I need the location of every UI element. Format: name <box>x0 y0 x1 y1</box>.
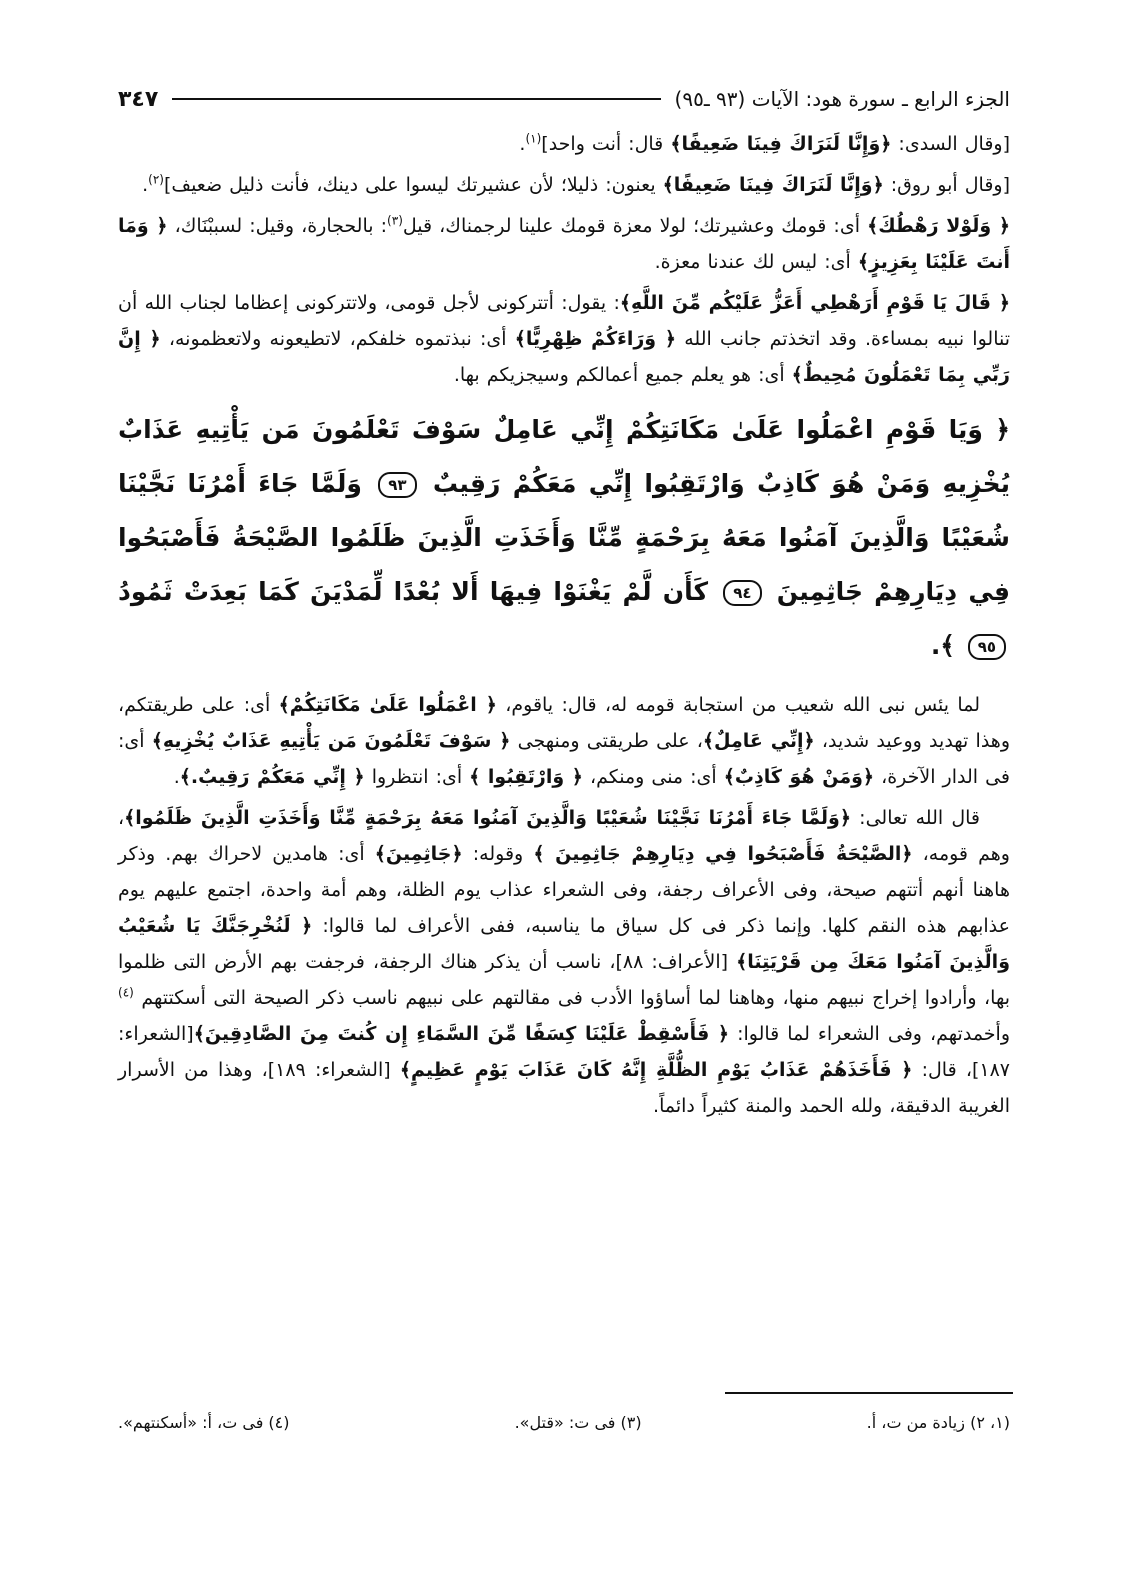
text-run: أى: على طريقتكم، وهذا تهديد ووعيد شديد، <box>118 694 1011 752</box>
paragraph-suddi <box>118 126 1010 162</box>
paragraph-arahti <box>118 285 1010 393</box>
verse-text-93: ﴿ وَيَا قَوْمِ اعْمَلُوا عَلَىٰ مَكَانَتِكُمْ إِنِّي عَامِلٌ سَوْفَ تَعْلَمُونَ مَن يَأْتِيهِ عَذَابٌ يُخْزِيهِ وَمَنْ هُوَ كَاذِبٌ وَارْتَقِبُوا إِنِّي مَعَكُمْ رَقِيبٌ <box>118 415 1010 498</box>
quran-quote: ﴿ اعْمَلُوا عَلَىٰ مَكَانَتِكُمْ﴾ <box>278 694 497 716</box>
paragraph-rahtuka <box>118 208 1010 280</box>
text-run: [وقال السدى: <box>891 133 1010 155</box>
text-run: . <box>519 133 526 155</box>
header-title: الجزء الرابع ـ سورة هود: الآيات (٩٣ ـ٩٥) <box>674 87 1010 111</box>
quran-quote: ﴿ فَأَسْقِطْ عَلَيْنَا كِسَفًا مِّنَ السَّمَاءِ إِن كُنتَ مِنَ الصَّادِقِينَ﴾ <box>193 1023 730 1045</box>
footnote-3: (٣) فى ت: «قتل». <box>514 1413 642 1432</box>
footnote-ref: (١) <box>525 131 542 146</box>
text-run: . <box>173 766 180 788</box>
quran-quote: ﴿ إِنِّي مَعَكُمْ رَقِيبٌ.﴾ <box>179 766 365 788</box>
paragraph-commentary-2 <box>118 800 1010 1124</box>
text-run: [الشعراء: ١٨٩]، وهذا من الأسرار الغريبة الدقيقة، ولله الحمد والمنة كثيراً دائماً. <box>118 1059 1010 1117</box>
quran-quote: ﴿وَإِنَّا لَنَرَاكَ فِينَا ضَعِيفًا﴾ <box>662 174 884 196</box>
ayah-number-93: ٩٣ <box>378 472 416 498</box>
quran-verse-block <box>118 403 1010 673</box>
text-run: أى: هو يعلم جميع أعمالكم وسيجزيكم بها. <box>453 364 792 386</box>
quran-quote: ﴿إِنِّي عَامِلٌ﴾ <box>702 730 815 752</box>
quran-quote: ﴿ سَوْفَ تَعْلَمُونَ مَن يَأْتِيهِ عَذَابٌ يُخْزِيهِ﴾ <box>151 730 511 752</box>
text-run: [الشعراء: ١٨٧]، قال: <box>118 1023 1011 1081</box>
quran-quote: ﴿وَمَنْ هُوَ كَاذِبٌ﴾ <box>723 766 875 788</box>
footnote-ref: (٤) <box>118 985 134 1000</box>
text-run: أى: هامدين لاحراك بهم. وذكر هاهنا أنهم أتتهم صيحة، وفى الأعراف رجفة، وفى الشعراء عذاب يوم الظلة، وهم أمة واحدة، اجتمع عليهم يوم عذابهم هذه النقم كلها. وإنما ذكر فى كل سياق ما يناسبه، ففى الأعراف لما قالوا: <box>118 843 1010 937</box>
text-run: وأخمدتهم، وفى الشعراء لما قالوا: <box>729 1023 1011 1045</box>
header-rule <box>172 98 660 100</box>
quran-quote: ﴿ لَنُخْرِجَنَّكَ يَا شُعَيْبُ وَالَّذِينَ آمَنُوا مَعَكَ مِن قَرْيَتِنَا﴾ <box>118 915 1010 973</box>
quran-quote: ﴿وَإِنَّا لَنَرَاكَ فِينَا ضَعِيفًا﴾ <box>670 133 892 155</box>
text-run: وقوله: <box>462 843 534 865</box>
text-run: . <box>142 174 149 196</box>
running-header <box>118 82 1010 116</box>
text-run: ، وهم قومه، <box>118 807 1010 865</box>
quran-quote: ﴿ إِنَّ رَبِّي بِمَا تَعْمَلُونَ مُحِيطٌ﴾ <box>118 328 1010 386</box>
verse-text-94: وَلَمَّا جَاءَ أَمْرُنَا نَجَّيْنَا شُعَيْبًا وَالَّذِينَ آمَنُوا مَعَهُ بِرَحْمَةٍ مِّنَّا وَأَخَذَتِ الَّذِينَ ظَلَمُوا الصَّيْحَةُ فَأَصْبَحُوا فِي دِيَارِهِمْ جَاثِمِينَ <box>118 469 1010 606</box>
text-run: أى: انتظروا <box>364 766 470 788</box>
text-run: أى: فى الدار الآخرة، <box>118 730 1010 788</box>
ayah-number-94: ٩٤ <box>723 580 761 606</box>
page-number: ٣٤٧ <box>118 86 159 112</box>
paragraph-commentary-1 <box>118 687 1010 795</box>
footnotes <box>118 1408 1010 1438</box>
footnote-ref: (٢) <box>148 172 164 187</box>
text-run: أى: منى ومنكم، <box>582 766 724 788</box>
text-run: أى: قومك وعشيرتك؛ لولا معزة قومك علينا لرجمناك، قيل <box>402 215 868 237</box>
quran-quote: ﴿ وَمَا أَنتَ عَلَيْنَا بِعَزِيزٍ﴾ <box>118 215 1010 273</box>
page-body <box>118 126 1010 1129</box>
text-run: أى: ليس لك عندنا معزة. <box>654 251 858 273</box>
text-run: لما يئس نبى الله شعيب من استجابة قومه له، قال: ياقوم، <box>496 694 980 716</box>
quran-quote: ﴿ وَلَوْلا رَهْطُكَ﴾ <box>867 215 1011 237</box>
quran-quote: ﴿الصَّيْحَةُ فَأَصْبَحُوا فِي دِيَارِهِمْ جَاثِمِينَ ﴾ <box>533 843 913 865</box>
footnote-rule <box>725 1392 1013 1394</box>
footnote-ref: (٣) <box>387 213 403 228</box>
quran-quote: ﴿وَلَمَّا جَاءَ أَمْرُنَا نَجَّيْنَا شُعَيْبًا وَالَّذِينَ آمَنُوا مَعَهُ بِرَحْمَةٍ مِّنَّا وَأَخَذَتِ الَّذِينَ ظَلَمُوا﴾ <box>124 807 852 829</box>
quran-quote: ﴿جَاثِمِينَ﴾ <box>374 843 463 865</box>
text-run: أى: نبذتموه خلفكم، لاتطيعونه ولاتعظمونه، <box>160 328 515 350</box>
text-run: قال الله تعالى: <box>851 807 981 829</box>
text-run: : بالحجارة، وقيل: لسببْنَاك، <box>167 215 388 237</box>
quran-quote: ﴿ وَارْتَقِبُوا ﴾ <box>469 766 583 788</box>
footnote-4: (٤) فى ت، أ: «أسكنتهم». <box>118 1413 290 1432</box>
verse-text-95: كَأَن لَّمْ يَغْنَوْا فِيهَا أَلا بُعْدًا لِّمَدْيَنَ كَمَا بَعِدَتْ ثَمُودُ <box>118 577 709 606</box>
quran-quote: ﴿ وَرَاءَكُمْ ظِهْرِيًّا﴾ <box>514 328 677 350</box>
quran-quote: ﴿ قَالَ يَا قَوْمِ أَرَهْطِي أَعَزُّ عَلَيْكُم مِّنَ اللَّهِ﴾ <box>619 292 1010 314</box>
paragraph-abu-rawq <box>118 167 1010 203</box>
text-run: [الأعراف: ٨٨]، ناسب أن يذكر هناك الرجفة، فرجفت بهم الأرض التى ظلموا بها، وأرادوا إخراج نبيهم منها، وهاهنا لما أساؤوا الأدب فى مقالتهم على نبيهم ناسب ذكر الصيحة التى أسكتتهم <box>118 951 1010 1009</box>
text-run: : يقول: أتتركونى لأجل قومى، ولاتتركونى إعظاما لجناب الله أن تنالوا نبيه بمساءة. وقد اتخذتم جانب الله <box>118 292 1011 350</box>
text-run: يعنون: ذليلا؛ لأن عشيرتك ليسوا على دينك، فأنت ذليل ضعيف] <box>163 174 663 196</box>
verse-end: ﴾. <box>930 631 955 660</box>
footnote-1-2: (١، ٢) زيادة من ت، أ. <box>866 1413 1010 1432</box>
text-run: [وقال أبو روق: <box>883 174 1010 196</box>
ayah-number-95: ٩٥ <box>968 634 1006 660</box>
text-run: ، على طريقتى ومنهجى <box>510 730 703 752</box>
quran-quote: ﴿ فَأَخَذَهُمْ عَذَابُ يَوْمِ الظُّلَّةِ إِنَّهُ كَانَ عَذَابَ يَوْمٍ عَظِيمٍ﴾ <box>399 1059 913 1081</box>
text-run: قال: أنت واحد] <box>541 133 671 155</box>
